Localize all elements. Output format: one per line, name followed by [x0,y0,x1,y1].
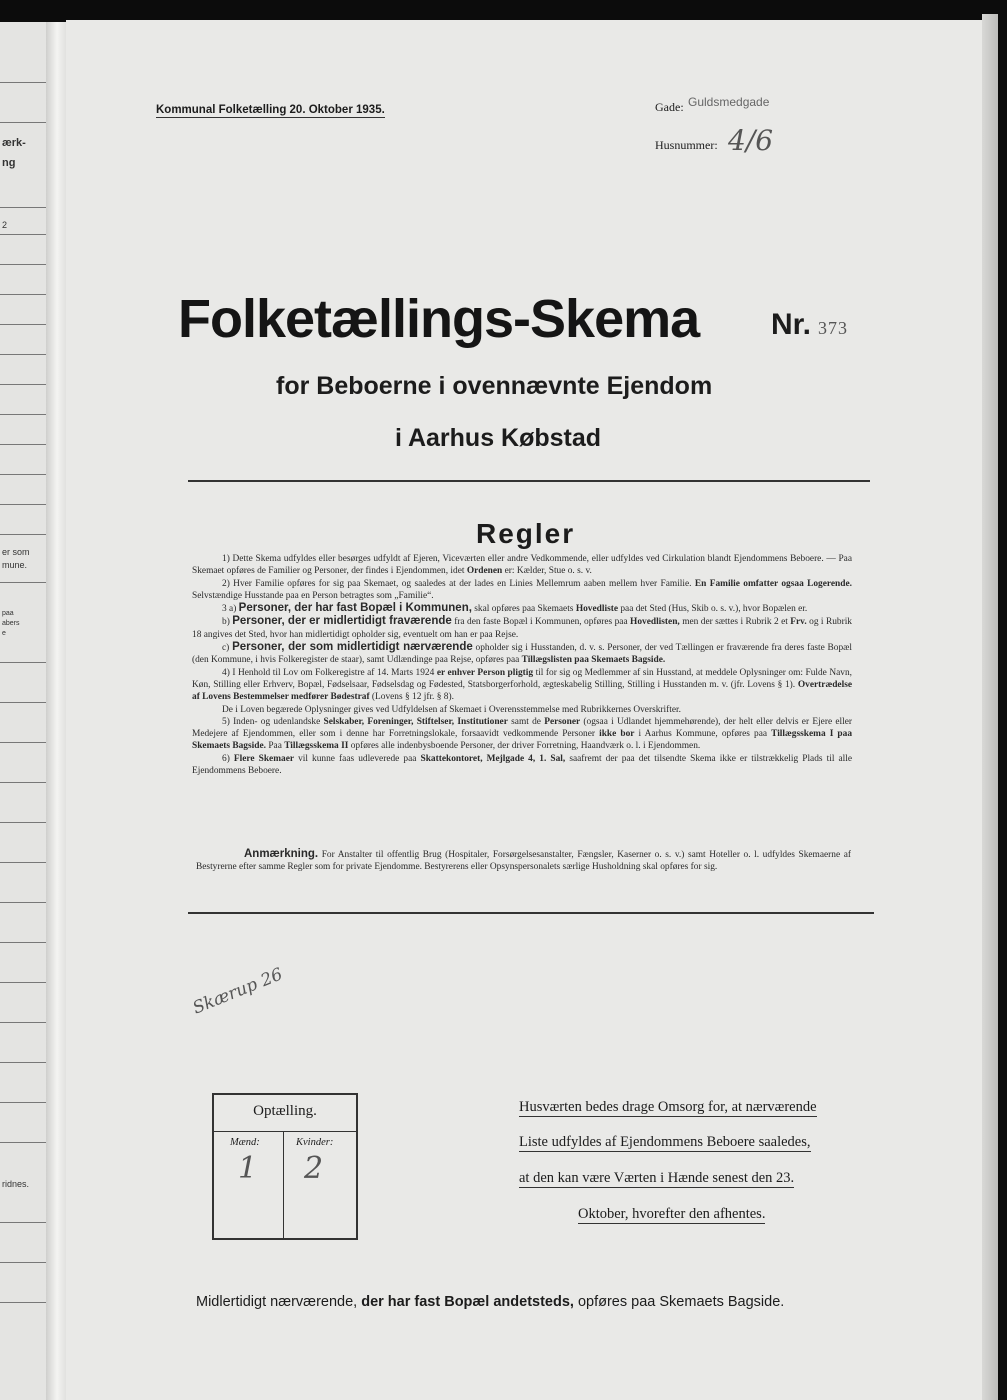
landlord-notice-line: Oktober, hvorefter den afhentes. [578,1206,766,1222]
husnummer-value: 4/6 [728,124,774,157]
form-rule [0,82,48,83]
form-rule [0,862,48,863]
census-header-line: Kommunal Folketælling 20. Oktober 1935. [156,104,385,116]
women-count: 2 [304,1151,324,1186]
rules-heading: Regler [476,518,576,549]
left-page-snippet: e [2,630,6,637]
left-page-snippet: ærk- [2,137,26,149]
form-rule [0,1222,48,1223]
left-page-snippet: paa [2,610,14,617]
form-rule [0,942,48,943]
left-page-snippet: mune. [2,560,28,570]
form-title: Folketællings-Skema [178,289,700,349]
landlord-notice-line: at den kan være Værten i Hænde senest den 23. [519,1170,795,1186]
form-rule [0,1022,48,1023]
form-subtitle-city: i Aarhus Købstad [395,424,602,452]
form-rule [0,982,48,983]
count-box-divider [214,1131,356,1132]
form-number-label: Nr. [771,308,812,341]
rules-text [192,553,852,777]
gade-value: Guldsmedgade [688,95,770,109]
form-rule [0,902,48,903]
footer-instruction: Midlertidigt nærværende, der har fast Bopæl andetsteds, opføres paa Skemaets Bagside. [196,1294,785,1310]
left-page-snippet: ng [2,157,16,169]
form-rule [0,264,48,265]
count-box-column-divider [283,1131,284,1238]
annotation-text: For Anstalter til offentlig Brug (Hospitaler, Forsørgelsesanstalter, Fængsler, Kaserner o. s. v.) samt Hoteller o. l. udfyldes Skemaerne af Bestyrerne efter samme Regler som for private Ejendomme. Bestyrerens eller Opsynspersonalets særlige Husholdning skal opføres for sig. [196,850,852,873]
form-rule [0,702,48,703]
landlord-notice-line: Husværten bedes drage Omsorg for, at nærværende [519,1099,817,1115]
form-rule [0,742,48,743]
form-rule [0,1102,48,1103]
rule-3c: c) Personer, der som midlertidigt nærværende opholder sig i Husstanden, d. v. s. Personer, der ved Tællingen er fraværende fra deres faste Bopæl (den Kommune, i hvis Folkeregister de staar), samt Udlændinge paa Rejse, opføres paa Tillægslisten paa Skemaets Bagside. [192,641,853,666]
section-divider [188,912,874,914]
landlord-notice-line: Liste udfyldes af Ejendommens Beboere saaledes, [519,1134,811,1150]
left-page-snippet: 2 [2,220,8,230]
form-rule [0,1302,48,1303]
annotation-label: Anmærkning. [244,848,319,860]
form-rule [0,234,48,235]
form-rule [0,782,48,783]
rule-4: 4) I Henhold til Lov om Folkeregistre af 14. Marts 1924 er enhver Person pligtig til for sig og Medlemmer af sin Husstand, at meddele Oplysninger om: Fulde Navn, Køn, Stilling eller Erhverv, Bopæl, Fødselsaar, Fødselsdag og Fødested, Statsborgerforhold, ægteskabelig Stilling, Stilling i Husstanden m. v. (jfr. Lovens § 1). Overtrædelse af Lovens Bestemmelser medfører Bødestraf (Lovens § 12 jfr. § 8). [192,667,853,703]
rule-3a: 3 a) Personer, der har fast Bopæl i Kommunen, skal opføres paa Skemaets Hovedliste paa det Sted (Hus, Skib o. s. v.), hvor Bopælen er. [222,602,808,615]
section-divider [188,480,870,482]
left-page-snippet: er som [2,547,30,557]
men-label: Mænd: [230,1137,260,1148]
form-subtitle: for Beboerne i ovennævnte Ejendom [276,372,713,400]
count-box [212,1093,358,1240]
form-rule [0,207,48,208]
left-page-snippet: abers [2,620,20,627]
form-rule [0,474,48,475]
rule-5: 5) Inden- og udenlandske Selskaber, Foreninger, Stiftelser, Institutioner samt de Personer (ogsaa i Udlandet hjemmehørende), der helt eller delvis er Ejere eller Medejere af Ejendommen, eller som i denne har Forretningslokale, forsaavidt vedkommende Personer ikke bor i Aarhus Kommune, opføres paa Tillægsskema I paa Skemaets Bagside. Paa Tillægsskema II opføres alle indenbysboende Personer, der driver Forretning, Haandværk o. l. i Ejendommen. [192,716,853,752]
form-rule [0,534,48,535]
form-rule [0,582,48,583]
form-rule [0,384,48,385]
form-rule [0,414,48,415]
form-rule [0,294,48,295]
gade-label: Gade: [655,100,684,114]
husnummer-label: Husnummer: [655,138,718,152]
form-number-value: 373 [818,318,848,338]
count-box-title: Optælling. [253,1103,317,1119]
form-rule [0,1142,48,1143]
women-label: Kvinder: [296,1137,334,1148]
form-rule [0,122,48,123]
form-rule [0,822,48,823]
form-rule [0,1062,48,1063]
men-count: 1 [238,1151,258,1186]
form-rule [0,662,48,663]
form-rule [0,354,48,355]
rule-4-note: De i Loven begærede Oplysninger gives ved Udfyldelsen af Skemaet i Overensstemmelse med Rubrikkernes Overskrifter. [222,704,681,715]
handwritten-margin-note: Skærup 26 [190,964,286,1019]
rule-2: 2) Hver Familie opføres for sig paa Skemaet, og saaledes at der lades en Linies Mellemrum aaben mellem hver Familie. En Familie omfatter ogsaa Logerende. Selvstændige Husstande paa en Person betragtes som „Familie“. [192,578,852,601]
form-rule [0,504,48,505]
rule-3b: b) Personer, der er midlertidigt fraværende fra den faste Bopæl i Kommunen, opføres paa Hovedlisten, men der sættes i Rubrik 2 et Frv. og i Rubrik 18 angives det Sted, hvor han midlertidigt opholder sig, eventuelt om han er paa Rejse. [192,615,852,640]
form-rule [0,1262,48,1263]
form-rule [0,324,48,325]
form-rule [0,444,48,445]
binding-gutter [46,22,68,1400]
page-edge [982,14,998,1400]
annotation-note [196,848,851,874]
rule-6: 6) Flere Skemaer vil kunne faas udleverede paa Skattekontoret, Mejlgade 4, 1. Sal, saafremt der paa det tilsendte Skema ikke er tilstrækkelig Plads til alle Ejendommens Beboere. [192,753,853,777]
left-page-snippet: ridnes. [2,1179,30,1189]
rule-1: 1) Dette Skema udfyldes eller besørges udfyldt af Ejeren, Viceværten eller andre Vedkommende, eller udfyldes ved Cirkulation blandt Ejendommens Beboere. — Paa Skemaet opføres de Familier og Personer, der findes i Ejendommen, idet Ordenen er: Kælder, Stue o. s. v. [192,554,852,577]
left-page-fragment [0,22,48,1400]
